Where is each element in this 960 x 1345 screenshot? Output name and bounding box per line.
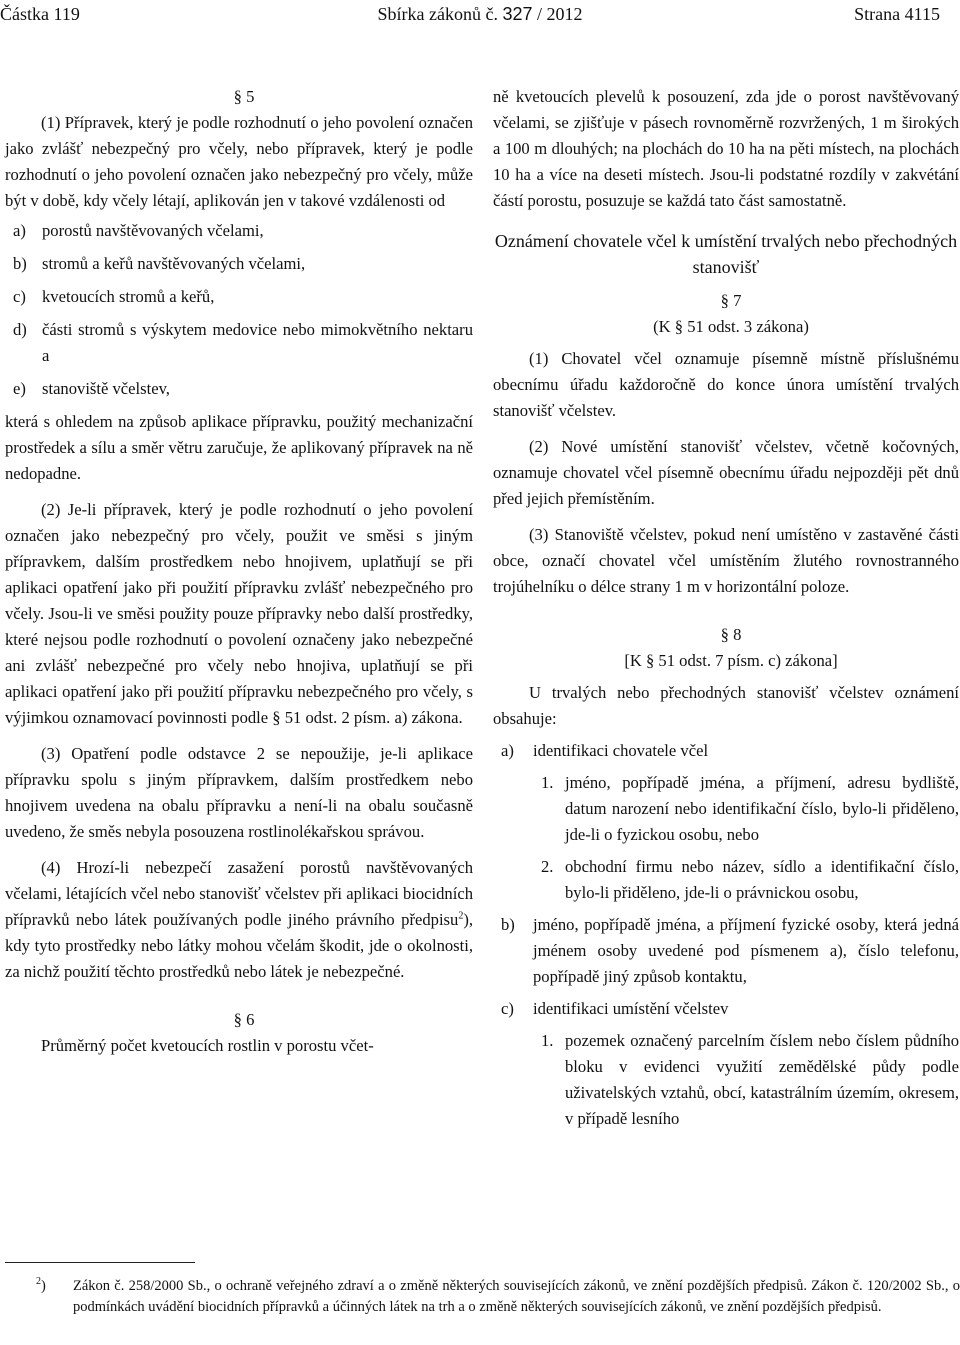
footnote-separator [5,1262,195,1263]
list-text: identifikaci umístění včelstev [533,999,729,1018]
sec5-paragraph-1-end: která s ohledem na způsob aplikace přípravku, použitý mechanizační prostředek a sílu a směr větru zaručuje, že aplikovaný přípravek na ně nedopadne. [5,412,473,483]
sec5-paragraph-2: (2) Je-li přípravek, který je podle rozhodnutí o jeho povolení označen jako nebezpečný pro včely, použit ve směsi s jiným přípravkem, dalším prostředkem nebo hnojivem, uplatňují se při aplikaci opatření jako při použití přípravku zvlášť nebezpečného pro včely. Jsou-li ve směsi použity pouze přípravky nebo další prostředky, které nejsou podle rozhodnutí o povolení označeny jako nebezpečné ani zvlášť nebezpečné pro včely nebo hnojiva, uplatňují se při aplikaci opatření jako při použití přípravku nebezpečného pro včely, s výjimkou oznamovací povinnosti podle § 51 odst. 2 písm. a) zákona. [5,500,473,727]
footnote-ref: 2 [458,910,464,922]
header-part: Částka 119 [0,4,80,24]
header-collection-year: / 2012 [537,4,583,24]
list-text: kvetoucích stromů a keřů, [42,287,215,306]
list-item [493,738,959,764]
sub-list-item [493,1028,959,1132]
sub-list-item [493,770,959,848]
list-item [5,251,473,277]
chapter-heading: Oznámení chovatele včel k umístění trvalých nebo přechodných stanovišť [494,231,958,277]
list-text: stanoviště včelstev, [42,379,170,398]
sub-list [493,770,959,906]
sec7-paragraph-1: (1) Chovatel včel oznamuje písemně místně příslušnému obecnímu úřadu každoročně do konce února umístění trvalých stanovišť včelstev. [493,349,959,420]
sec5-list [5,218,473,402]
section-5-title: § 5 [233,87,255,106]
right-column [493,84,959,1138]
sub-list-item [493,854,959,906]
list-marker: b) [501,915,515,934]
footnote-text: Zákon č. 258/2000 Sb., o ochraně veřejného zdraví a o změně některých souvisejících zákonů, ve znění pozdějších předpisů. Zákon č. 120/2002 Sb., o podmínkách uvádění biocidních přípravků a účinných látek na trh a o změně některých souvisejících zákonů, ve znění pozdějších předpisů. [73,1278,960,1315]
list-text: stromů a keřů navštěvovaných včelami, [42,254,306,273]
sub-list-text: jméno, popřípadě jména, a příjmení, adresu bydliště, datum narození nebo identifikační číslo, bylo-li přiděleno, jde-li o fyzickou osobu, nebo [565,773,959,844]
section-7-title: § 7 [720,291,742,310]
list-text: jméno, popřípadě jména, a příjmení fyzické osoby, která jedná jménem osoby uvedené pod písmenem a), číslo telefonu, popřípadě jiný způsob kontaktu, [533,915,959,986]
list-item [5,317,473,369]
sub-list-text: pozemek označený parcelním číslem nebo číslem půdního bloku v evidenci využití zemědělské půdy podle uživatelských vztahů, obcí, katastrálním územím, okresem, v případě lesního [565,1031,959,1128]
list-marker: b) [13,254,27,273]
list-text: identifikaci chovatele včel [533,741,709,760]
sec6-paragraph-continued: ně kvetoucích plevelů k posouzení, zda jde o porost navštěvovaný včelami, se zjišťuje v pásech rovnoměrně rozvržených, 1 m širokých a 100 m dlouhých; na plochách do 10 ha na pěti místech, na plochách 10 ha a více na deseti místech. Jsou-li podstatné rozdíly v zakvétání částí porostu, posuzuje se každá tato část samostatně. [493,87,959,210]
sub-list-marker: 2. [541,857,554,876]
footnote-number: 2 [36,1276,41,1288]
header-collection [0,4,960,25]
sec5-paragraph-3: (3) Opatření podle odstavce 2 se nepoužije, je-li aplikace přípravku spolu s jiným přípravkem, dalším prostředkem nebo hnojivem uvedena na obalu přípravku a není-li na obalu současně uvedeno, že směs nebyla posouzena rostlinolékařskou správou. [5,744,473,841]
list-item [5,376,473,402]
sec6-paragraph: Průměrný počet kvetoucích rostlin v porostu včet- [41,1036,374,1055]
list-marker: c) [13,287,26,306]
sec7-paragraph-2: (2) Nové umístění stanovišť včelstev, včetně kočovných, oznamuje chovatel včel písemně obecnímu úřadu nejpozději pět dnů před jejich přemístěním. [493,437,959,508]
sub-list [493,1028,959,1132]
sub-list-marker: 1. [541,773,554,792]
footnote-paren: ) [41,1278,46,1294]
list-marker: a) [13,221,26,240]
list-marker: a) [501,741,514,760]
sec8-list [493,738,959,1132]
header-collection-number: 327 [502,4,533,24]
sub-list-text: obchodní firmu nebo název, sídlo a identifikační číslo, bylo-li přiděleno, jde-li o právnickou osobu, [565,857,959,902]
list-item [493,996,959,1022]
page-header [0,4,960,28]
list-item [493,912,959,990]
paragraph-4-text: (4) Hrozí-li nebezpečí zasažení porostů navštěvovaných včelami, létajících včel nebo stanovišť včelstev při aplikaci biocidních přípravků nebo látek používaných podle jiného právního předpisu [5,858,473,929]
sec5-paragraph-4 [5,855,473,985]
sec8-intro: U trvalých nebo přechodných stanovišť včelstev oznámení obsahuje: [493,683,959,728]
list-marker: d) [13,320,27,339]
list-marker: e) [13,379,26,398]
section-8-title: § 8 [720,625,742,644]
paragraph-4-text-end: ), kdy tyto prostředky nebo látky mohou včelám škodit, jde o okolnosti, za nichž použití těchto prostředků nebo látek je nebezpečné. [5,910,473,981]
left-column [5,84,473,1059]
section-7-reference: (K § 51 odst. 3 zákona) [653,317,809,336]
sub-list-marker: 1. [541,1031,554,1050]
header-collection-label: Sbírka zákonů č. [377,4,498,24]
footnote-marker [36,1276,46,1297]
list-item [5,218,473,244]
list-text: porostů navštěvovaných včelami, [42,221,264,240]
list-text: části stromů s výskytem medovice nebo mimokvětního nektaru a [42,320,473,365]
footnote [5,1276,960,1318]
list-marker: c) [501,999,514,1018]
list-item [5,284,473,310]
sec7-paragraph-3: (3) Stanoviště včelstev, pokud není umístěno v zastavěné části obce, označí chovatel včel umístěním žlutého rovnostranného trojúhelníku o délce strany 1 m v horizontální poloze. [493,525,959,596]
sec5-paragraph-1: (1) Přípravek, který je podle rozhodnutí o jeho povolení označen jako zvlášť nebezpečný pro včely, nebo přípravek, který je podle rozhodnutí o jeho povolení označen jako nebezpečný pro včely, může být v době, kdy včely létají, aplikován jen v takové vzdálenosti od [5,113,473,210]
header-page-number: Strana 4115 [854,4,940,24]
section-6-title: § 6 [233,1010,255,1029]
section-8-reference: [K § 51 odst. 7 písm. c) zákona] [624,651,838,670]
